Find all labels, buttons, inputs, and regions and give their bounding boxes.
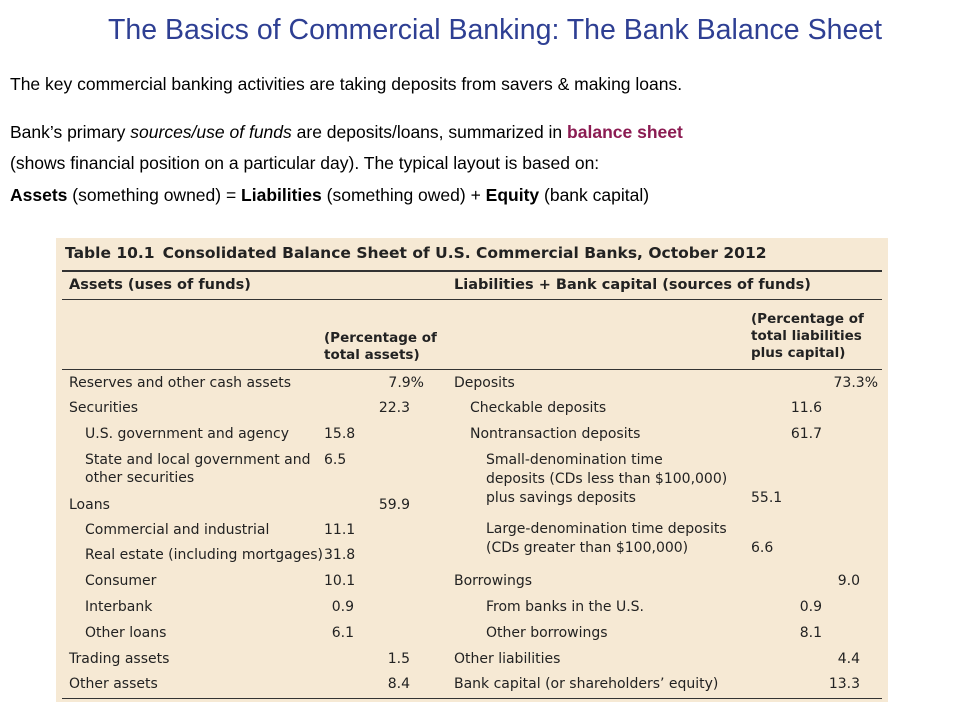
asset-sub: 6.5: [324, 452, 347, 468]
liability-total: 9.0: [837, 573, 860, 589]
assets-header: Assets (uses of funds): [69, 277, 251, 293]
text-run: (something owed) +: [321, 185, 486, 205]
liability-label: Checkable deposits: [470, 400, 607, 416]
asset-total: 8.4: [387, 676, 410, 692]
liability-total: 4.4: [837, 651, 860, 667]
liabilities-header: Liabilities + Bank capital (sources of funds): [454, 277, 811, 293]
liability-label-cont: deposits (CDs less than $100,000): [486, 471, 728, 487]
pct-header-line: total liabilities: [751, 328, 862, 344]
assets-term: Assets: [10, 185, 68, 205]
asset-label: Other loans: [85, 625, 167, 641]
rule: [62, 369, 882, 370]
asset-sub: 10.1: [324, 573, 356, 589]
table-caption-text: Consolidated Balance Sheet of U.S. Commercial Banks, October 2012: [162, 244, 767, 262]
asset-label: Commercial and industrial: [85, 522, 270, 538]
pct-header-line: plus capital): [751, 345, 846, 361]
balance-sheet-table: [56, 238, 888, 702]
liab-pct-header: [751, 311, 864, 362]
liability-label: Large-denomination time deposits: [486, 521, 727, 537]
assets-pct-header: [324, 330, 437, 364]
asset-total: 7.9%: [388, 375, 424, 391]
asset-label: State and local government and: [85, 452, 311, 468]
pct-header-line: (Percentage of: [751, 311, 864, 327]
table-number: Table 10.1: [65, 244, 155, 262]
asset-total: 22.3: [378, 400, 410, 416]
liability-total: 13.3: [828, 676, 860, 692]
liability-label: Nontransaction deposits: [470, 426, 641, 442]
asset-sub: 15.8: [324, 426, 356, 442]
rule: [62, 299, 882, 300]
liability-label: Other borrowings: [486, 625, 608, 641]
text-run: (bank capital): [539, 185, 650, 205]
asset-sub: 0.9: [331, 599, 354, 615]
asset-label: U.S. government and agency: [85, 426, 290, 442]
sources-uses-text: [10, 121, 683, 143]
asset-label: Trading assets: [69, 651, 170, 667]
intro-text: The key commercial banking activities are taking deposits from savers & making loans.: [10, 74, 683, 94]
text-run: are deposits/loans, summarized in: [291, 122, 568, 142]
liability-label: Borrowings: [454, 573, 533, 589]
rule: [62, 270, 882, 272]
equity-term: Equity: [485, 185, 540, 205]
slide-title: The Basics of Commercial Banking: The Bank Balance Sheet: [107, 14, 883, 46]
liability-label: Bank capital (or shareholders’ equity): [454, 676, 719, 692]
asset-label: Reserves and other cash assets: [69, 375, 292, 391]
asset-label: Consumer: [85, 573, 157, 589]
liabilities-term: Liabilities: [241, 185, 322, 205]
text-run: (something owned) =: [67, 185, 242, 205]
asset-label: Interbank: [85, 599, 153, 615]
pct-header-line: (Percentage of: [324, 330, 437, 346]
asset-total: 1.5: [387, 651, 410, 667]
layout-text: (shows financial position on a particular day). The typical layout is based on:: [10, 153, 600, 173]
liability-label-cont: (CDs greater than $100,000): [486, 540, 689, 556]
liability-sub: 61.7: [790, 426, 822, 442]
asset-sub: 6.1: [331, 625, 354, 641]
liability-sub: 11.6: [790, 400, 822, 416]
liability-total: 73.3%: [833, 375, 878, 391]
asset-label: Real estate (including mortgages): [85, 547, 323, 563]
text-run: Bank’s primary: [10, 122, 131, 142]
liability-label: From banks in the U.S.: [486, 599, 644, 615]
pct-header-line: total assets): [324, 347, 420, 363]
rule: [62, 698, 882, 699]
asset-label: Securities: [69, 400, 139, 416]
balance-sheet-term: balance sheet: [567, 122, 683, 142]
table-caption: [65, 244, 767, 262]
liability-label: Other liabilities: [454, 651, 561, 667]
liability-label-cont: plus savings deposits: [486, 490, 636, 506]
liability-sub: 0.9: [799, 599, 822, 615]
asset-sub: 11.1: [324, 522, 356, 538]
asset-label: Loans: [69, 497, 110, 513]
asset-label: Other assets: [69, 676, 158, 692]
asset-total: 59.9: [378, 497, 410, 513]
liability-sub3: 55.1: [751, 490, 783, 506]
liability-sub3: 6.6: [751, 540, 774, 556]
italic-term: sources/use of funds: [130, 122, 292, 142]
asset-label-cont: other securities: [85, 470, 195, 486]
liability-label: Small-denomination time: [486, 452, 663, 468]
asset-sub: 31.8: [324, 547, 356, 563]
liability-label: Deposits: [454, 375, 515, 391]
equation-text: [10, 184, 649, 206]
liability-sub: 8.1: [799, 625, 822, 641]
